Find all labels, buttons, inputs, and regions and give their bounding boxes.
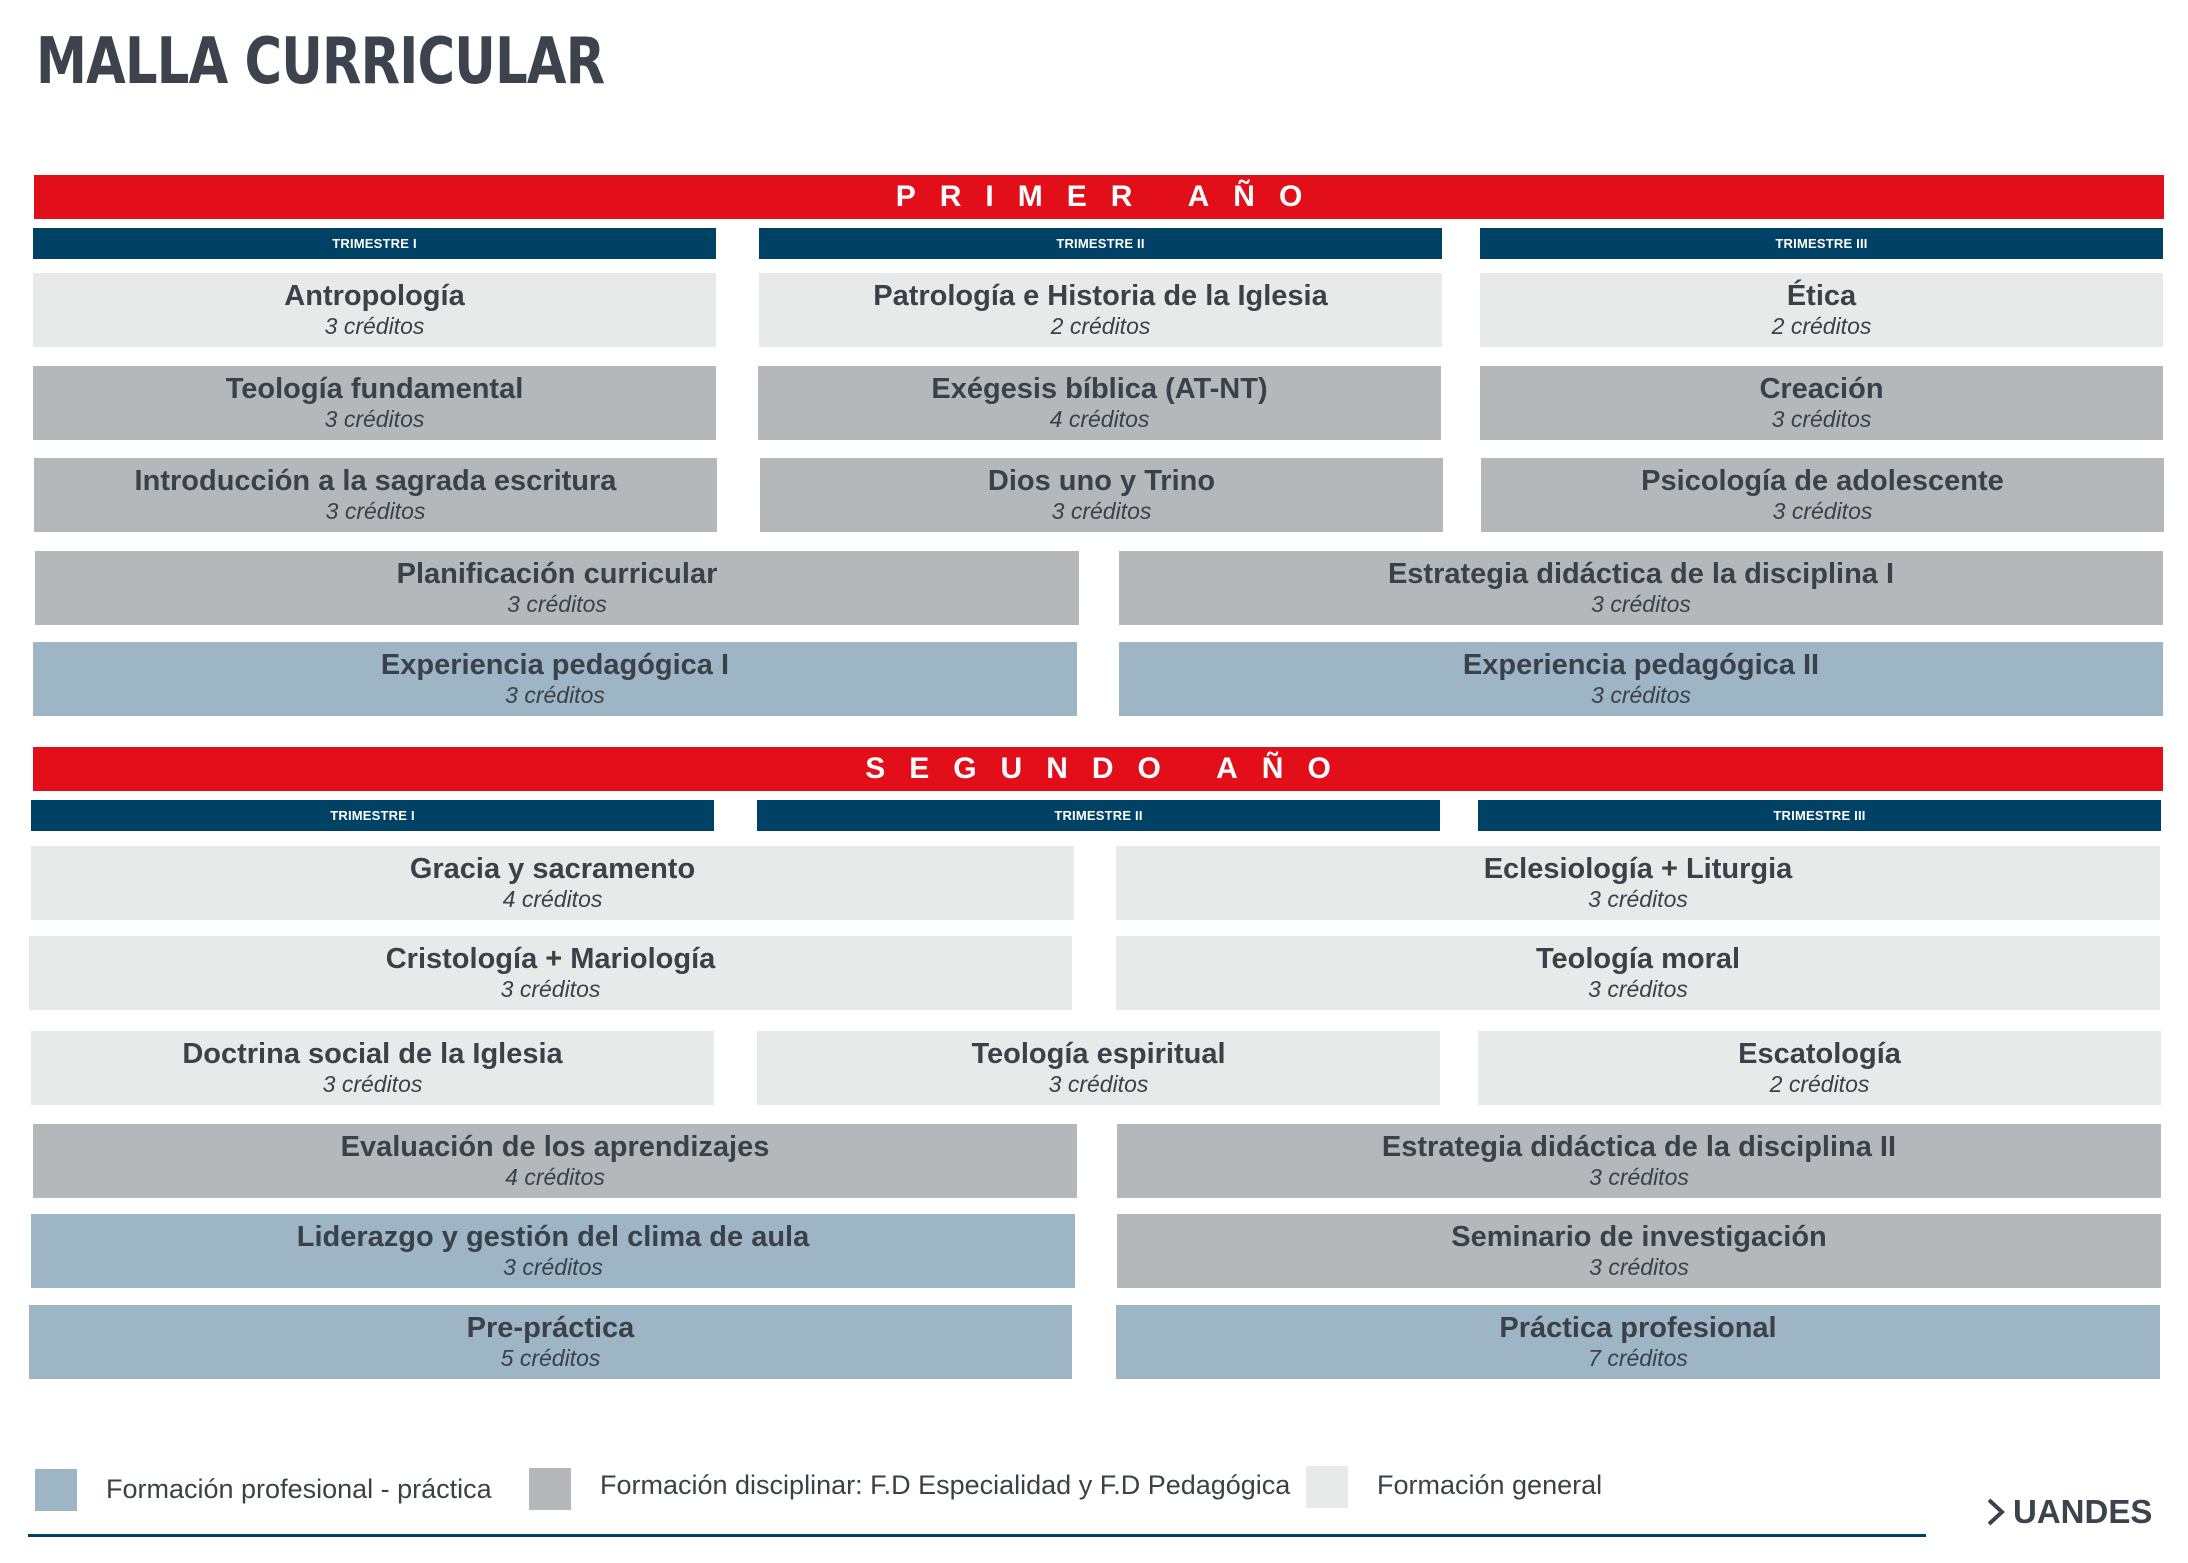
- course-card: [1117, 1124, 2161, 1198]
- course-card: [33, 366, 716, 440]
- course-card: [1481, 458, 2164, 532]
- uandes-logo: [1985, 1492, 2152, 1532]
- course-name: Dios uno y Trino: [987, 465, 1216, 497]
- legend-swatch-disciplinar: [529, 1468, 571, 1510]
- course-card: [1480, 366, 2163, 440]
- course-name: Planificación curricular: [396, 558, 718, 590]
- course-name: Doctrina social de la Iglesia: [182, 1038, 563, 1070]
- course-credits: 2 créditos: [1769, 1071, 1870, 1097]
- chevron-right-icon: [1985, 1497, 2007, 1527]
- trimester-header: TRIMESTRE I: [33, 228, 716, 259]
- course-name: Estrategia didáctica de la disciplina I: [1387, 558, 1895, 590]
- legend-label-general: Formación general: [1377, 1470, 1603, 1500]
- course-card: [33, 273, 716, 347]
- trimester-header: TRIMESTRE I: [31, 800, 714, 831]
- course-card: [757, 1031, 1440, 1105]
- course-card: [35, 551, 1079, 625]
- course-name: Evaluación de los aprendizajes: [340, 1131, 770, 1163]
- course-name: Experiencia pedagógica I: [380, 649, 730, 681]
- course-credits: 2 créditos: [1771, 313, 1872, 339]
- course-name: Antropología: [284, 280, 465, 312]
- course-card: [1116, 846, 2160, 920]
- course-card: [1480, 273, 2163, 347]
- course-card: [1116, 936, 2160, 1010]
- course-credits: 3 créditos: [1589, 1254, 1689, 1280]
- course-card: [31, 846, 1074, 920]
- course-credits: 3 créditos: [322, 1071, 423, 1097]
- logo-text: UANDES: [2013, 1493, 2153, 1530]
- course-name: Exégesis bíblica (AT-NT): [931, 373, 1268, 405]
- course-name: Escatología: [1738, 1038, 1901, 1070]
- course-credits: 3 créditos: [1589, 1164, 1689, 1190]
- course-card: [759, 273, 1442, 347]
- course-credits: 4 créditos: [505, 1164, 605, 1190]
- course-name: Pre-práctica: [466, 1312, 635, 1344]
- course-card: [1116, 1305, 2160, 1379]
- course-credits: 3 créditos: [1772, 498, 1873, 524]
- course-name: Teología moral: [1535, 943, 1741, 975]
- course-credits: 2 créditos: [1050, 313, 1151, 339]
- course-credits: 4 créditos: [502, 886, 603, 912]
- course-name: Estrategia didáctica de la disciplina II: [1381, 1131, 1897, 1163]
- course-credits: 3 créditos: [325, 498, 426, 524]
- course-credits: 3 créditos: [1588, 886, 1688, 912]
- course-card: [1117, 1214, 2161, 1288]
- course-credits: 3 créditos: [507, 591, 607, 617]
- course-name: Seminario de investigación: [1451, 1221, 1827, 1253]
- year-header-segundo-ano: SEGUNDO AÑO: [33, 747, 2163, 791]
- page-title: MALLA CURRICULAR: [36, 25, 605, 99]
- course-name: Teología fundamental: [225, 373, 524, 405]
- legend-swatch-profesional: [35, 1469, 77, 1511]
- trimester-header: TRIMESTRE II: [757, 800, 1440, 831]
- course-card: [1119, 551, 2163, 625]
- course-card: [29, 936, 1072, 1010]
- course-name: Eclesiología + Liturgia: [1483, 853, 1793, 885]
- course-card: [33, 642, 1077, 716]
- trimester-header: TRIMESTRE II: [759, 228, 1442, 259]
- course-card: [758, 366, 1441, 440]
- course-credits: 5 créditos: [500, 1345, 601, 1371]
- course-card: [1478, 1031, 2161, 1105]
- course-name: Creación: [1759, 373, 1884, 405]
- course-credits: 3 créditos: [500, 976, 601, 1002]
- course-credits: 3 créditos: [505, 682, 605, 708]
- course-card: [33, 1124, 1077, 1198]
- course-card: [29, 1305, 1072, 1379]
- course-name: Introducción a la sagrada escritura: [134, 465, 617, 497]
- course-credits: 3 créditos: [1051, 498, 1152, 524]
- legend-label-profesional: Formación profesional - práctica: [106, 1474, 492, 1504]
- course-credits: 4 créditos: [1049, 406, 1150, 432]
- course-credits: 7 créditos: [1588, 1345, 1688, 1371]
- course-card: [760, 458, 1443, 532]
- trimester-header: TRIMESTRE III: [1478, 800, 2161, 831]
- course-card: [31, 1031, 714, 1105]
- course-credits: 3 créditos: [503, 1254, 603, 1280]
- course-name: Gracia y sacramento: [409, 853, 696, 885]
- legend-label-disciplinar: Formación disciplinar: F.D Especialidad y F.D Pedagógica: [600, 1470, 1291, 1500]
- course-credits: 3 créditos: [1588, 976, 1688, 1002]
- course-credits: 3 créditos: [1591, 682, 1691, 708]
- footer-divider: [28, 1534, 1926, 1537]
- course-card: [34, 458, 717, 532]
- course-card: [31, 1214, 1075, 1288]
- course-name: Práctica profesional: [1499, 1312, 1777, 1344]
- course-name: Psicología de adolescente: [1641, 465, 2004, 497]
- course-name: Experiencia pedagógica II: [1462, 649, 1820, 681]
- course-credits: 3 créditos: [1591, 591, 1691, 617]
- course-name: Teología espiritual: [971, 1038, 1226, 1070]
- year-header-primer-ano: PRIMER AÑO: [34, 175, 2164, 219]
- course-name: Patrología e Historia de la Iglesia: [873, 280, 1328, 312]
- course-name: Liderazgo y gestión del clima de aula: [296, 1221, 810, 1253]
- course-name: Ética: [1786, 280, 1857, 312]
- course-credits: 3 créditos: [324, 313, 425, 339]
- course-name: Cristología + Mariología: [385, 943, 716, 975]
- course-credits: 3 créditos: [1048, 1071, 1149, 1097]
- course-credits: 3 créditos: [1771, 406, 1872, 432]
- legend-swatch-general: [1306, 1466, 1348, 1508]
- course-card: [1119, 642, 2163, 716]
- trimester-header: TRIMESTRE III: [1480, 228, 2163, 259]
- course-credits: 3 créditos: [324, 406, 425, 432]
